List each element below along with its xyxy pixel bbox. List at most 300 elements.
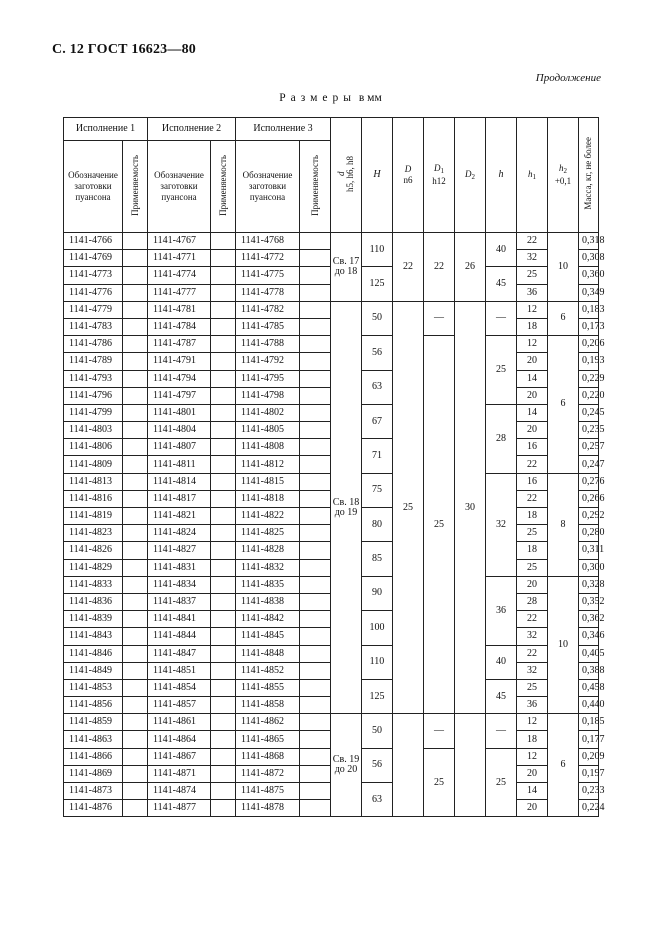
code-ispolnenie-2: 1141-4864 [148,731,211,748]
code-ispolnenie-2: 1141-4871 [148,765,211,782]
code-ispolnenie-3: 1141-4822 [236,508,300,525]
h1-cell: 18 [517,731,548,748]
mass-cell: 0,233 [579,783,599,800]
code-ispolnenie-1: 1141-4823 [64,525,123,542]
code-ispolnenie-2: 1141-4797 [148,387,211,404]
code-ispolnenie-1: 1141-4816 [64,490,123,507]
code-ispolnenie-3: 1141-4768 [236,233,300,250]
code-ispolnenie-3: 1141-4775 [236,267,300,284]
applicability-cell [211,611,236,628]
code-ispolnenie-1: 1141-4809 [64,456,123,473]
H-cell: 50 [362,714,393,748]
code-ispolnenie-2: 1141-4781 [148,301,211,318]
code-ispolnenie-2: 1141-4874 [148,783,211,800]
code-ispolnenie-2: 1141-4857 [148,697,211,714]
code-ispolnenie-3: 1141-4855 [236,679,300,696]
code-ispolnenie-3: 1141-4812 [236,456,300,473]
D1-cell: 25 [424,336,455,714]
header-mass: Масса, кг, не более [579,118,599,233]
applicability-cell [211,233,236,250]
code-ispolnenie-3: 1141-4832 [236,559,300,576]
applicability-cell [300,576,331,593]
h1-cell: 25 [517,267,548,284]
code-ispolnenie-3: 1141-4872 [236,765,300,782]
h2-cell: 6 [548,714,579,817]
table-row [64,233,599,250]
applicability-cell [123,422,148,439]
applicability-cell [300,336,331,353]
code-ispolnenie-1: 1141-4813 [64,473,123,490]
mass-cell: 0,388 [579,662,599,679]
h1-cell: 20 [517,353,548,370]
code-ispolnenie-3: 1141-4788 [236,336,300,353]
applicability-cell [300,525,331,542]
code-ispolnenie-2: 1141-4861 [148,714,211,731]
code-ispolnenie-1: 1141-4789 [64,353,123,370]
h1-cell: 32 [517,662,548,679]
h1-cell: 32 [517,628,548,645]
h1-cell: 20 [517,576,548,593]
d-range-cell: Св. 19 до 20 [331,714,362,817]
code-ispolnenie-3: 1141-4838 [236,593,300,610]
code-ispolnenie-1: 1141-4766 [64,233,123,250]
applicability-cell [211,250,236,267]
applicability-cell [123,697,148,714]
D1-cell: 22 [424,233,455,302]
code-ispolnenie-2: 1141-4821 [148,508,211,525]
H-cell: 67 [362,404,393,438]
applicability-cell [211,387,236,404]
applicability-cell [300,748,331,765]
code-ispolnenie-1: 1141-4836 [64,593,123,610]
applicability-cell [123,336,148,353]
mass-cell: 0,183 [579,301,599,318]
applicability-cell [123,800,148,817]
applicability-cell [211,284,236,301]
code-ispolnenie-1: 1141-4863 [64,731,123,748]
mass-cell: 0,458 [579,679,599,696]
H-cell: 100 [362,611,393,645]
code-ispolnenie-1: 1141-4819 [64,508,123,525]
code-ispolnenie-1: 1141-4786 [64,336,123,353]
applicability-cell [211,336,236,353]
applicability-cell [211,318,236,335]
code-ispolnenie-2: 1141-4854 [148,679,211,696]
h1-cell: 18 [517,542,548,559]
H-cell: 110 [362,233,393,267]
applicability-cell [300,318,331,335]
mass-cell: 0,209 [579,748,599,765]
applicability-cell [300,628,331,645]
applicability-cell [123,593,148,610]
applicability-cell [211,765,236,782]
applicability-cell [211,748,236,765]
h-cell: 45 [486,267,517,301]
H-cell: 90 [362,576,393,610]
mass-cell: 0,300 [579,559,599,576]
applicability-cell [300,645,331,662]
applicability-cell [300,611,331,628]
header-h: h [486,118,517,233]
header-oboznachenie-1: Обозначение заготовки пуансона [64,141,123,233]
applicability-cell [123,662,148,679]
d-range-cell: Св. 18 до 19 [331,301,362,714]
code-ispolnenie-3: 1141-4878 [236,800,300,817]
D1-cell: — [424,714,455,748]
mass-cell: 0,266 [579,490,599,507]
h1-cell: 20 [517,422,548,439]
mass-cell: 0,220 [579,387,599,404]
h-cell: 40 [486,233,517,267]
code-ispolnenie-3: 1141-4835 [236,576,300,593]
applicability-cell [211,439,236,456]
applicability-cell [123,559,148,576]
H-cell: 80 [362,508,393,542]
H-cell: 71 [362,439,393,473]
applicability-cell [300,783,331,800]
applicability-cell [300,422,331,439]
code-ispolnenie-3: 1141-4778 [236,284,300,301]
mass-cell: 0,185 [579,714,599,731]
h1-cell: 25 [517,525,548,542]
applicability-cell [300,508,331,525]
applicability-cell [300,662,331,679]
code-ispolnenie-3: 1141-4792 [236,353,300,370]
h1-cell: 36 [517,697,548,714]
D1-cell: 25 [424,748,455,817]
code-ispolnenie-3: 1141-4795 [236,370,300,387]
applicability-cell [300,473,331,490]
applicability-cell [211,473,236,490]
code-ispolnenie-2: 1141-4837 [148,593,211,610]
h-cell: 25 [486,336,517,405]
applicability-cell [123,611,148,628]
applicability-cell [123,731,148,748]
applicability-cell [300,301,331,318]
applicability-cell [300,250,331,267]
h-cell: 40 [486,645,517,679]
h1-cell: 22 [517,490,548,507]
header-oboznachenie-3: Обозначение заготовки пуансона [236,141,300,233]
code-ispolnenie-3: 1141-4862 [236,714,300,731]
mass-cell: 0,197 [579,765,599,782]
code-ispolnenie-1: 1141-4876 [64,800,123,817]
mass-cell: 0,349 [579,284,599,301]
h2-cell: 6 [548,301,579,335]
applicability-cell [123,542,148,559]
code-ispolnenie-1: 1141-4806 [64,439,123,456]
applicability-cell [211,697,236,714]
code-ispolnenie-1: 1141-4799 [64,404,123,421]
code-ispolnenie-2: 1141-4847 [148,645,211,662]
h1-cell: 14 [517,370,548,387]
applicability-cell [211,576,236,593]
applicability-cell [211,422,236,439]
mass-cell: 0,247 [579,456,599,473]
applicability-cell [300,765,331,782]
code-ispolnenie-1: 1141-4769 [64,250,123,267]
applicability-cell [211,370,236,387]
code-ispolnenie-3: 1141-4815 [236,473,300,490]
D-cell: 22 [393,233,424,302]
D1-cell: — [424,301,455,335]
table-body [64,233,605,817]
applicability-cell [211,404,236,421]
mass-cell: 0,235 [579,422,599,439]
h-cell: 36 [486,576,517,645]
header-H: H [362,118,393,233]
h2-cell: 6 [548,336,579,474]
code-ispolnenie-3: 1141-4802 [236,404,300,421]
header-D1: $D_1$ h12 [424,118,455,233]
applicability-cell [211,456,236,473]
mass-cell: 0,292 [579,508,599,525]
applicability-cell [123,284,148,301]
h1-cell: 25 [517,559,548,576]
applicability-cell [211,301,236,318]
page-header: С. 12 ГОСТ 16623—80 [52,42,196,57]
mass-cell: 0,405 [579,645,599,662]
caption-unit: в мм [358,92,382,104]
applicability-cell [211,679,236,696]
mass-cell: 0,308 [579,250,599,267]
caption-sizes: Размеры [279,92,356,104]
applicability-cell [211,559,236,576]
h1-cell: 22 [517,645,548,662]
code-ispolnenie-3: 1141-4828 [236,542,300,559]
code-ispolnenie-2: 1141-4811 [148,456,211,473]
h-cell: — [486,301,517,335]
h1-cell: 18 [517,508,548,525]
code-ispolnenie-1: 1141-4849 [64,662,123,679]
code-ispolnenie-2: 1141-4784 [148,318,211,335]
h1-cell: 12 [517,336,548,353]
code-ispolnenie-1: 1141-4796 [64,387,123,404]
applicability-cell [211,353,236,370]
table-row [64,714,599,731]
code-ispolnenie-3: 1141-4868 [236,748,300,765]
applicability-cell [300,800,331,817]
code-ispolnenie-2: 1141-4771 [148,250,211,267]
code-ispolnenie-2: 1141-4814 [148,473,211,490]
D-cell: 25 [393,301,424,714]
applicability-cell [123,439,148,456]
header-h2: $h_2$ +0,1 [548,118,579,233]
h1-cell: 12 [517,748,548,765]
applicability-cell [300,267,331,284]
H-cell: 85 [362,542,393,576]
code-ispolnenie-3: 1141-4842 [236,611,300,628]
code-ispolnenie-2: 1141-4807 [148,439,211,456]
code-ispolnenie-3: 1141-4875 [236,783,300,800]
applicability-cell [211,800,236,817]
applicability-cell [211,542,236,559]
applicability-cell [123,473,148,490]
applicability-cell [211,714,236,731]
code-ispolnenie-2: 1141-4791 [148,353,211,370]
h-cell: — [486,714,517,748]
code-ispolnenie-2: 1141-4801 [148,404,211,421]
mass-cell: 0,224 [579,800,599,817]
header-h1: $h_1$ [517,118,548,233]
mass-cell: 0,245 [579,404,599,421]
mass-cell: 0,173 [579,318,599,335]
applicability-cell [123,508,148,525]
applicability-cell [300,404,331,421]
h1-cell: 25 [517,679,548,696]
mass-cell: 0,206 [579,336,599,353]
h1-cell: 14 [517,404,548,421]
code-ispolnenie-2: 1141-4804 [148,422,211,439]
H-cell: 75 [362,473,393,507]
h1-cell: 20 [517,387,548,404]
code-ispolnenie-2: 1141-4851 [148,662,211,679]
mass-cell: 0,360 [579,267,599,284]
applicability-cell [300,593,331,610]
h1-cell: 12 [517,301,548,318]
table-caption [0,92,661,104]
h1-cell: 12 [517,714,548,731]
code-ispolnenie-1: 1141-4839 [64,611,123,628]
H-cell: 125 [362,679,393,713]
H-cell: 63 [362,370,393,404]
code-ispolnenie-2: 1141-4867 [148,748,211,765]
D2-cell: 26 [455,233,486,302]
h1-cell: 32 [517,250,548,267]
code-ispolnenie-1: 1141-4859 [64,714,123,731]
code-ispolnenie-1: 1141-4803 [64,422,123,439]
h-cell: 32 [486,473,517,576]
applicability-cell [211,490,236,507]
applicability-cell [300,490,331,507]
mass-cell: 0,440 [579,697,599,714]
code-ispolnenie-2: 1141-4841 [148,611,211,628]
applicability-cell [211,662,236,679]
code-ispolnenie-3: 1141-4798 [236,387,300,404]
code-ispolnenie-3: 1141-4865 [236,731,300,748]
header-ispolnenie-3: Исполнение 3 [236,118,331,141]
header-ispolnenie-1: Исполнение 1 [64,118,148,141]
applicability-cell [123,748,148,765]
applicability-cell [123,250,148,267]
code-ispolnenie-3: 1141-4785 [236,318,300,335]
mass-cell: 0,276 [579,473,599,490]
header-oboznachenie-2: Обозначение заготовки пуансона [148,141,211,233]
code-ispolnenie-3: 1141-4772 [236,250,300,267]
table-row [64,301,599,318]
H-cell: 110 [362,645,393,679]
applicability-cell [300,439,331,456]
continuation-label: Продолжение [535,72,601,84]
code-ispolnenie-1: 1141-4833 [64,576,123,593]
h1-cell: 16 [517,439,548,456]
code-ispolnenie-2: 1141-4877 [148,800,211,817]
h1-cell: 22 [517,233,548,250]
code-ispolnenie-2: 1141-4817 [148,490,211,507]
mass-cell: 0,352 [579,593,599,610]
applicability-cell [123,628,148,645]
code-ispolnenie-3: 1141-4782 [236,301,300,318]
h1-cell: 20 [517,800,548,817]
code-ispolnenie-3: 1141-4805 [236,422,300,439]
header-primenyaemost-2: Применяемость [211,141,236,233]
code-ispolnenie-2: 1141-4767 [148,233,211,250]
h1-cell: 22 [517,456,548,473]
mass-cell: 0,229 [579,370,599,387]
applicability-cell [123,301,148,318]
mass-cell: 0,280 [579,525,599,542]
mass-cell: 0,328 [579,576,599,593]
code-ispolnenie-1: 1141-4793 [64,370,123,387]
h2-cell: 10 [548,576,579,714]
mass-cell: 0,193 [579,353,599,370]
applicability-cell [211,508,236,525]
code-ispolnenie-1: 1141-4873 [64,783,123,800]
code-ispolnenie-2: 1141-4844 [148,628,211,645]
code-ispolnenie-1: 1141-4869 [64,765,123,782]
H-cell: 50 [362,301,393,335]
code-ispolnenie-1: 1141-4783 [64,318,123,335]
code-ispolnenie-2: 1141-4834 [148,576,211,593]
code-ispolnenie-1: 1141-4776 [64,284,123,301]
code-ispolnenie-1: 1141-4853 [64,679,123,696]
h-cell: 25 [486,748,517,817]
applicability-cell [123,714,148,731]
header-d: d h5, h6, h8 [331,118,362,233]
h2-cell: 8 [548,473,579,576]
code-ispolnenie-1: 1141-4826 [64,542,123,559]
applicability-cell [123,490,148,507]
header-D: D n6 [393,118,424,233]
code-ispolnenie-2: 1141-4794 [148,370,211,387]
dimensions-table [63,117,605,817]
applicability-cell [300,697,331,714]
h1-cell: 20 [517,765,548,782]
H-cell: 125 [362,267,393,301]
applicability-cell [300,370,331,387]
h1-cell: 22 [517,611,548,628]
applicability-cell [123,404,148,421]
applicability-cell [123,353,148,370]
h1-cell: 36 [517,284,548,301]
code-ispolnenie-1: 1141-4846 [64,645,123,662]
applicability-cell [211,628,236,645]
code-ispolnenie-3: 1141-4845 [236,628,300,645]
applicability-cell [123,525,148,542]
mass-cell: 0,362 [579,611,599,628]
applicability-cell [211,593,236,610]
D2-cell [455,714,486,817]
code-ispolnenie-1: 1141-4779 [64,301,123,318]
h1-cell: 16 [517,473,548,490]
applicability-cell [300,559,331,576]
applicability-cell [123,783,148,800]
header-primenyaemost-3: Применяемость [300,141,331,233]
h-cell: 28 [486,404,517,473]
applicability-cell [211,783,236,800]
applicability-cell [123,456,148,473]
applicability-cell [211,267,236,284]
code-ispolnenie-3: 1141-4858 [236,697,300,714]
applicability-cell [300,456,331,473]
D2-cell: 30 [455,301,486,714]
applicability-cell [123,267,148,284]
applicability-cell [123,645,148,662]
h-cell: 45 [486,679,517,713]
applicability-cell [211,645,236,662]
code-ispolnenie-3: 1141-4848 [236,645,300,662]
code-ispolnenie-3: 1141-4852 [236,662,300,679]
